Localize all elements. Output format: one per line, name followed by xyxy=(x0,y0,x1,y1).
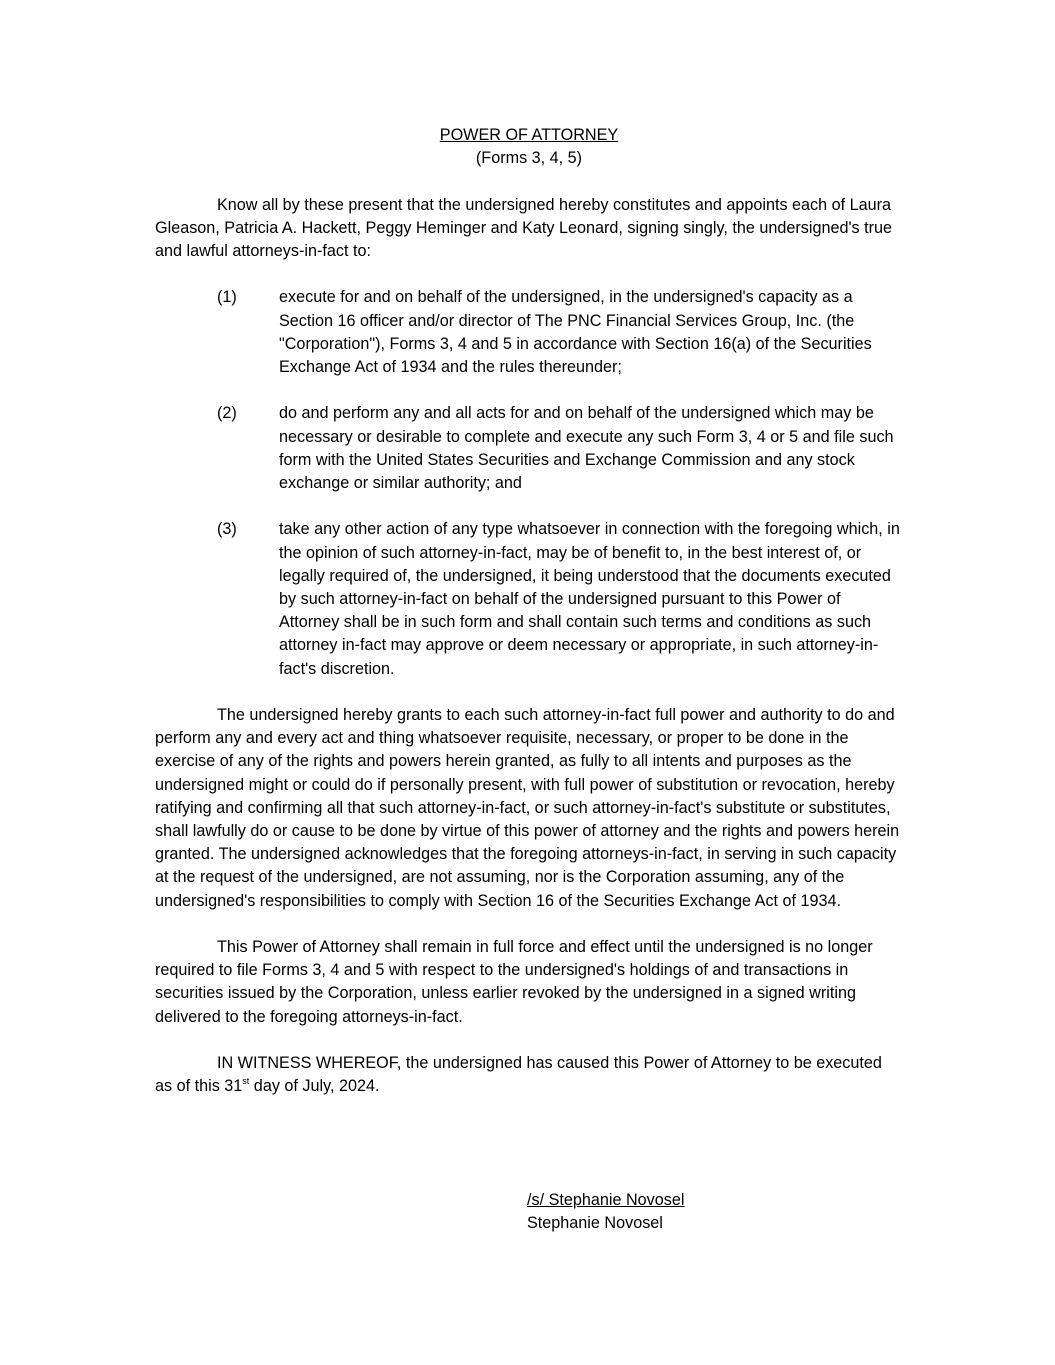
witness-ordinal-suffix: st xyxy=(242,1075,250,1086)
signature-block xyxy=(527,1189,684,1235)
list-item xyxy=(155,518,903,680)
list-item-number: (2) xyxy=(217,404,237,423)
title-block xyxy=(155,124,903,170)
duration-paragraph: This Power of Attorney shall remain in full force and effect until the undersigned is no longer required to file Forms 3, 4 and 5 with respect to the undersigned's holdings of and transactions in securities issued by the Corporation, unless earlier revoked by the undersigned in a signed writing delivered to the foregoing attorneys-in-fact. xyxy=(155,938,873,1026)
document-subtitle: (Forms 3, 4, 5) xyxy=(475,149,583,168)
signatory-name: Stephanie Novosel xyxy=(527,1214,663,1233)
list-item-number: (3) xyxy=(217,520,237,539)
list-item xyxy=(155,402,903,495)
grant-paragraph: The undersigned hereby grants to each such attorney-in-fact full power and authority to do and perform any and every act and thing whatsoever requisite, necessary, or proper to be done in the exercise of any of the rights and powers herein granted, as fully to all intents and purposes as the undersigned might or could do if personally present, with full power of substitution or revocation, hereby ratifying and confirming all that such attorney-in-fact, or such attorney-in-fact's substitute or substitutes, shall lawfully do or cause to be done by virtue of this power of attorney and the rights and powers herein granted. The undersigned acknowledges that the foregoing attorneys-in-fact, in serving in such capacity at the request of the undersigned, are not assuming, nor is the Corporation assuming, any of the undersigned's responsibilities to comply with Section 16 of the Securities Exchange Act of 1934. xyxy=(155,706,900,910)
intro-paragraph: Know all by these present that the undersigned hereby constitutes and appoints each of Laura Gleason, Patricia A. Hackett, Peggy Heminger and Katy Leonard, signing singly, the undersigned's true and lawful attorneys-in-fact to: xyxy=(155,195,893,260)
list-item-text: take any other action of any type whatsoever in connection with the foregoing which, in the opinion of such attorney-in-fact, may be of benefit to, in the best interest of, or legally required of, the undersigned, it being understood that the documents executed by such attorney-in-fact on behalf of the undersigned pursuant to this Power of Attorney shall be in such form and shall contain such terms and conditions as such attorney in-fact may approve or deem necessary or appropriate, in such attorney-in-fact's discretion. xyxy=(279,520,900,678)
list-item-text: execute for and on behalf of the undersigned, in the undersigned's capacity as a Section 16 officer and/or director of The PNC Financial Services Group, Inc. (the "Corporation"), Forms 3, 4 and 5 in accordance with Section 16(a) of the Securities Exchange Act of 1934 and the rules thereunder; xyxy=(279,288,872,376)
list-item xyxy=(155,286,903,379)
list-item-number: (1) xyxy=(217,288,237,307)
powers-list xyxy=(155,286,903,680)
witness-text-after: day of July, 2024. xyxy=(249,1077,380,1096)
signature-line: /s/ Stephanie Novosel xyxy=(527,1191,685,1209)
document-title: POWER OF ATTORNEY xyxy=(439,126,619,144)
witness-text-before: IN WITNESS WHEREOF, the undersigned has caused this Power of Attorney to be executed as of this 31 xyxy=(155,1054,882,1096)
list-item-text: do and perform any and all acts for and on behalf of the undersigned which may be necessary or desirable to complete and execute any such Form 3, 4 or 5 and file such form with the United States Securities and Exchange Commission and any stock exchange or similar authority; and xyxy=(279,404,894,492)
witness-paragraph xyxy=(155,1052,903,1098)
document-body xyxy=(155,124,903,1098)
